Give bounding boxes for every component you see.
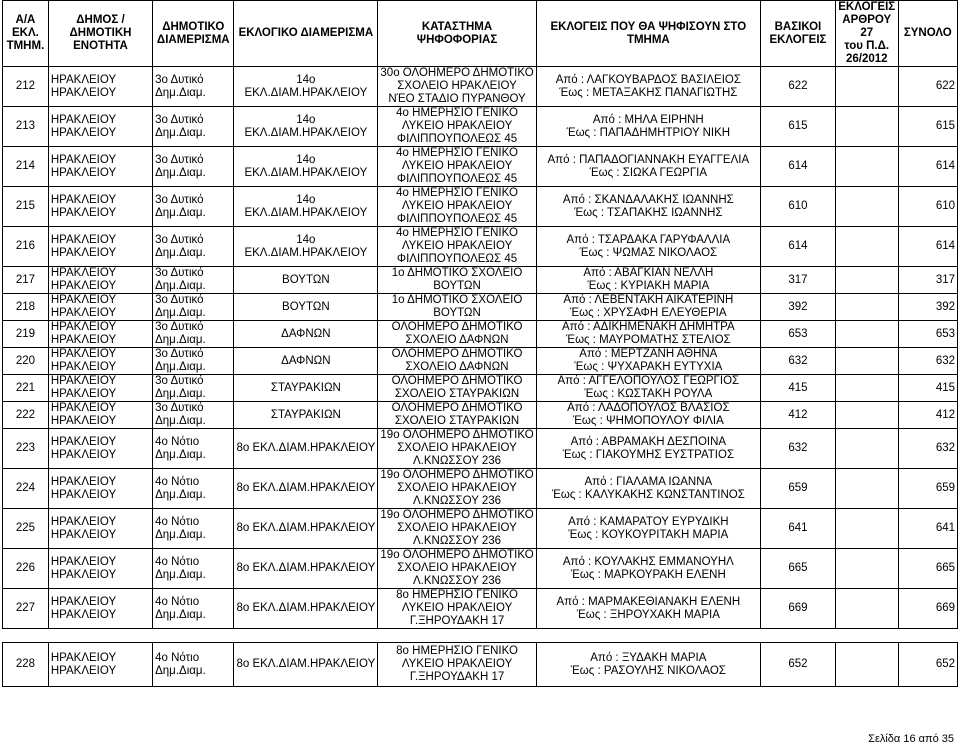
- header-eklogeis: ΕΚΛΟΓΕΙΣ ΠΟΥ ΘΑ ΨΗΦΙΣΟΥΝ ΣΤΟ ΤΜΗΜΑ: [536, 1, 760, 67]
- table-row: [3, 589, 958, 629]
- eklogeis-range-cell: Από : ΛΑΓΚΟΥΒΑΡΔΟΣ ΒΑΣΙΛΕΙΟΣ Έως : ΜΕΤΑΞΑΚΗΣ ΠΑΝΑΓΙΩΤΗΣ: [536, 67, 760, 107]
- arthrou27-cell: [835, 402, 898, 429]
- row-number: 214: [3, 147, 49, 187]
- vasikoi-cell: 614: [760, 227, 835, 267]
- eklogiko-diamerisma-cell: 8ο ΕΚΛ.ΔΙΑΜ.ΗΡΑΚΛΕΙΟΥ: [234, 509, 378, 549]
- vasikoi-cell: 610: [760, 187, 835, 227]
- arthrou27-cell: [835, 294, 898, 321]
- arthrou27-cell: [835, 227, 898, 267]
- arthrou27-cell: [835, 67, 898, 107]
- eklogeis-range-cell: Από : ΓΙΑΛΑΜΑ ΙΩΑΝΝΑ Έως : ΚΑΛΥΚΑΚΗΣ ΚΩΝΣΤΑΝΤΙΝΟΣ: [536, 469, 760, 509]
- dimotiko-diamerisma-cell: 4ο Νότιο Δημ.Διαμ.: [153, 643, 234, 687]
- katastima-cell: 8ο ΗΜΕΡΗΣΙΟ ΓΕΝΙΚΟ ΛΥΚΕΙΟ ΗΡΑΚΛΕΙΟΥ Γ.ΞΗΡΟΥΔΑΚΗ 17: [378, 589, 536, 629]
- vasikoi-cell: 317: [760, 267, 835, 294]
- katastima-cell: 1ο ΔΗΜΟΤΙΚΟ ΣΧΟΛΕΙΟ ΒΟΥΤΩΝ: [378, 267, 536, 294]
- synolo-cell: 653: [898, 321, 957, 348]
- eklogeis-range-cell: Από : ΚΑΜΑΡΑΤΟΥ ΕΥΡΥΔΙΚΗ Έως : ΚΟΥΚΟΥΡΙΤΑΚΗ ΜΑΡΙΑ: [536, 509, 760, 549]
- row-number: 215: [3, 187, 49, 227]
- katastima-cell: 19ο ΟΛΟΗΜΕΡΟ ΔΗΜΟΤΙΚΟ ΣΧΟΛΕΙΟ ΗΡΑΚΛΕΙΟΥ Λ.ΚΝΩΣΣΟΥ 236: [378, 469, 536, 509]
- dimotiko-diamerisma-cell: 3ο Δυτικό Δημ.Διαμ.: [153, 402, 234, 429]
- table-row: [3, 321, 958, 348]
- katastima-cell: 19ο ΟΛΟΗΜΕΡΟ ΔΗΜΟΤΙΚΟ ΣΧΟΛΕΙΟ ΗΡΑΚΛΕΙΟΥ Λ.ΚΝΩΣΣΟΥ 236: [378, 429, 536, 469]
- eklogiko-diamerisma-cell: 14ο ΕΚΛ.ΔΙΑΜ.ΗΡΑΚΛΕΙΟΥ: [234, 227, 378, 267]
- dimos-cell: ΗΡΑΚΛΕΙΟΥ ΗΡΑΚΛΕΙΟΥ: [48, 187, 152, 227]
- eklogiko-diamerisma-cell: 14ο ΕΚΛ.ΔΙΑΜ.ΗΡΑΚΛΕΙΟΥ: [234, 107, 378, 147]
- eklogeis-range-cell: Από : ΑΔΙΚΗΜΕΝΑΚΗ ΔΗΜΗΤΡΑ Έως : ΜΑΥΡΟΜΑΤΗΣ ΣΤΕΛΙΟΣ: [536, 321, 760, 348]
- table-row: [3, 227, 958, 267]
- dimos-cell: ΗΡΑΚΛΕΙΟΥ ΗΡΑΚΛΕΙΟΥ: [48, 321, 152, 348]
- eklogeis-range-cell: Από : ΜΕΡΤΖΑΝΗ ΑΘΗΝΑ Έως : ΨΥΧΑΡΑΚΗ ΕΥΤΥΧΙΑ: [536, 348, 760, 375]
- katastima-cell: 8ο ΗΜΕΡΗΣΙΟ ΓΕΝΙΚΟ ΛΥΚΕΙΟ ΗΡΑΚΛΕΙΟΥ Γ.ΞΗΡΟΥΔΑΚΗ 17: [378, 643, 536, 687]
- dimos-cell: ΗΡΑΚΛΕΙΟΥ ΗΡΑΚΛΕΙΟΥ: [48, 549, 152, 589]
- vasikoi-cell: 669: [760, 589, 835, 629]
- arthrou27-cell: [835, 429, 898, 469]
- eklogiko-diamerisma-cell: ΣΤΑΥΡΑΚΙΩΝ: [234, 375, 378, 402]
- eklogeis-range-cell: Από : ΛΑΔΟΠΟΥΛΟΣ ΒΛΑΣΙΟΣ Έως : ΨΗΜΟΠΟΥΛΟΥ ΦΙΛΙΑ: [536, 402, 760, 429]
- dimos-cell: ΗΡΑΚΛΕΙΟΥ ΗΡΑΚΛΕΙΟΥ: [48, 589, 152, 629]
- arthrou27-cell: [835, 509, 898, 549]
- header-dimotiko-diamerisma: ΔΗΜΟΤΙΚΟ ΔΙΑΜΕΡΙΣΜΑ: [153, 1, 234, 67]
- arthrou27-cell: [835, 147, 898, 187]
- table-row: [3, 294, 958, 321]
- dimotiko-diamerisma-cell: 3ο Δυτικό Δημ.Διαμ.: [153, 294, 234, 321]
- synolo-cell: 614: [898, 227, 957, 267]
- eklogeis-range-cell: Από : ΤΣΑΡΔΑΚΑ ΓΑΡΥΦΑΛΛΙΑ Έως : ΨΩΜΑΣ ΝΙΚΟΛΑΟΣ: [536, 227, 760, 267]
- arthrou27-cell: [835, 267, 898, 294]
- eklogeis-range-cell: Από : ΜΑΡΜΑΚΕΘΙΑΝΑΚΗ ΕΛΕΝΗ Έως : ΞΗΡΟΥΧΑΚΗ ΜΑΡΙΑ: [536, 589, 760, 629]
- eklogeis-range-cell: Από : ΜΗΛΑ ΕΙΡΗΝΗ Έως : ΠΑΠΑΔΗΜΗΤΡΙΟΥ ΝΙΚΗ: [536, 107, 760, 147]
- dimos-cell: ΗΡΑΚΛΕΙΟΥ ΗΡΑΚΛΕΙΟΥ: [48, 267, 152, 294]
- dimos-cell: ΗΡΑΚΛΕΙΟΥ ΗΡΑΚΛΕΙΟΥ: [48, 402, 152, 429]
- synolo-cell: 317: [898, 267, 957, 294]
- katastima-cell: 4ο ΗΜΕΡΗΣΙΟ ΓΕΝΙΚΟ ΛΥΚΕΙΟ ΗΡΑΚΛΕΙΟΥ ΦΙΛΙΠΠΟΥΠΟΛΕΩΣ 45: [378, 107, 536, 147]
- vasikoi-cell: 614: [760, 147, 835, 187]
- arthrou27-cell: [835, 321, 898, 348]
- table-row: [3, 402, 958, 429]
- synolo-cell: 622: [898, 67, 957, 107]
- dimotiko-diamerisma-cell: 4ο Νότιο Δημ.Διαμ.: [153, 549, 234, 589]
- vasikoi-cell: 615: [760, 107, 835, 147]
- eklogeis-range-cell: Από : ΚΟΥΛΑΚΗΣ ΕΜΜΑΝΟΥΗΛ Έως : ΜΑΡΚΟΥΡΑΚΗ ΕΛΕΝΗ: [536, 549, 760, 589]
- vasikoi-cell: 652: [760, 643, 835, 687]
- katastima-cell: 4ο ΗΜΕΡΗΣΙΟ ΓΕΝΙΚΟ ΛΥΚΕΙΟ ΗΡΑΚΛΕΙΟΥ ΦΙΛΙΠΠΟΥΠΟΛΕΩΣ 45: [378, 147, 536, 187]
- synolo-cell: 412: [898, 402, 957, 429]
- synolo-cell: 669: [898, 589, 957, 629]
- synolo-cell: 615: [898, 107, 957, 147]
- eklogiko-diamerisma-cell: 14ο ΕΚΛ.ΔΙΑΜ.ΗΡΑΚΛΕΙΟΥ: [234, 67, 378, 107]
- dimotiko-diamerisma-cell: 3ο Δυτικό Δημ.Διαμ.: [153, 348, 234, 375]
- vasikoi-cell: 665: [760, 549, 835, 589]
- arthrou27-cell: [835, 187, 898, 227]
- header-arthrou27: ΕΚΛΟΓΕΙΣ ΑΡΘΡΟΥ 27 του Π.Δ. 26/2012: [835, 1, 898, 67]
- table-row: [3, 147, 958, 187]
- eklogeis-range-cell: Από : ΞΥΔΑΚΗ ΜΑΡΙΑ Έως : ΡΑΣΟΥΛΗΣ ΝΙΚΟΛΑΟΣ: [536, 643, 760, 687]
- eklogiko-diamerisma-cell: 8ο ΕΚΛ.ΔΙΑΜ.ΗΡΑΚΛΕΙΟΥ: [234, 429, 378, 469]
- dimos-cell: ΗΡΑΚΛΕΙΟΥ ΗΡΑΚΛΕΙΟΥ: [48, 643, 152, 687]
- synolo-cell: 652: [898, 643, 957, 687]
- vasikoi-cell: 392: [760, 294, 835, 321]
- katastima-cell: ΟΛΟΗΜΕΡΟ ΔΗΜΟΤΙΚΟ ΣΧΟΛΕΙΟ ΔΑΦΝΩΝ: [378, 348, 536, 375]
- page-footer: Σελίδα 16 από 35: [868, 733, 954, 745]
- dimos-cell: ΗΡΑΚΛΕΙΟΥ ΗΡΑΚΛΕΙΟΥ: [48, 107, 152, 147]
- eklogiko-diamerisma-cell: ΒΟΥΤΩΝ: [234, 294, 378, 321]
- eklogeis-range-cell: Από : ΑΒΡΑΜΑΚΗ ΔΕΣΠΟΙΝΑ Έως : ΓΙΑΚΟΥΜΗΣ ΕΥΣΤΡΑΤΙΟΣ: [536, 429, 760, 469]
- eklogiko-diamerisma-cell: 8ο ΕΚΛ.ΔΙΑΜ.ΗΡΑΚΛΕΙΟΥ: [234, 469, 378, 509]
- katastima-cell: ΟΛΟΗΜΕΡΟ ΔΗΜΟΤΙΚΟ ΣΧΟΛΕΙΟ ΣΤΑΥΡΑΚΙΩΝ: [378, 375, 536, 402]
- synolo-cell: 665: [898, 549, 957, 589]
- eklogeis-range-cell: Από : ΑΒΑΓΚΙΑΝ ΝΕΛΛΗ Έως : ΚΥΡΙΑΚΗ ΜΑΡΙΑ: [536, 267, 760, 294]
- dimotiko-diamerisma-cell: 3ο Δυτικό Δημ.Διαμ.: [153, 147, 234, 187]
- table-row: [3, 509, 958, 549]
- synolo-cell: 659: [898, 469, 957, 509]
- row-number: 226: [3, 549, 49, 589]
- eklogiko-diamerisma-cell: 8ο ΕΚΛ.ΔΙΑΜ.ΗΡΑΚΛΕΙΟΥ: [234, 549, 378, 589]
- katastima-cell: 19ο ΟΛΟΗΜΕΡΟ ΔΗΜΟΤΙΚΟ ΣΧΟΛΕΙΟ ΗΡΑΚΛΕΙΟΥ Λ.ΚΝΩΣΣΟΥ 236: [378, 509, 536, 549]
- eklogiko-diamerisma-cell: 14ο ΕΚΛ.ΔΙΑΜ.ΗΡΑΚΛΕΙΟΥ: [234, 147, 378, 187]
- dimos-cell: ΗΡΑΚΛΕΙΟΥ ΗΡΑΚΛΕΙΟΥ: [48, 294, 152, 321]
- eklogiko-diamerisma-cell: ΣΤΑΥΡΑΚΙΩΝ: [234, 402, 378, 429]
- table-row: [3, 429, 958, 469]
- table-row: [3, 375, 958, 402]
- dimos-cell: ΗΡΑΚΛΕΙΟΥ ΗΡΑΚΛΕΙΟΥ: [48, 429, 152, 469]
- row-number: 217: [3, 267, 49, 294]
- header-aa: Α/Α ΕΚΛ. ΤΜΗΜ.: [3, 1, 49, 67]
- dimos-cell: ΗΡΑΚΛΕΙΟΥ ΗΡΑΚΛΕΙΟΥ: [48, 509, 152, 549]
- arthrou27-cell: [835, 643, 898, 687]
- synolo-cell: 641: [898, 509, 957, 549]
- dimotiko-diamerisma-cell: 4ο Νότιο Δημ.Διαμ.: [153, 589, 234, 629]
- row-number: 212: [3, 67, 49, 107]
- row-number: 227: [3, 589, 49, 629]
- arthrou27-cell: [835, 107, 898, 147]
- header-synolo: ΣΥΝΟΛΟ: [898, 1, 957, 67]
- dimos-cell: ΗΡΑΚΛΕΙΟΥ ΗΡΑΚΛΕΙΟΥ: [48, 348, 152, 375]
- vasikoi-cell: 659: [760, 469, 835, 509]
- row-number: 223: [3, 429, 49, 469]
- dimos-cell: ΗΡΑΚΛΕΙΟΥ ΗΡΑΚΛΕΙΟΥ: [48, 147, 152, 187]
- katastima-cell: 4ο ΗΜΕΡΗΣΙΟ ΓΕΝΙΚΟ ΛΥΚΕΙΟ ΗΡΑΚΛΕΙΟΥ ΦΙΛΙΠΠΟΥΠΟΛΕΩΣ 45: [378, 187, 536, 227]
- arthrou27-cell: [835, 375, 898, 402]
- dimos-cell: ΗΡΑΚΛΕΙΟΥ ΗΡΑΚΛΕΙΟΥ: [48, 67, 152, 107]
- row-number: 228: [3, 643, 49, 687]
- row-number: 224: [3, 469, 49, 509]
- eklogiko-diamerisma-cell: ΔΑΦΝΩΝ: [234, 321, 378, 348]
- katastima-cell: ΟΛΟΗΜΕΡΟ ΔΗΜΟΤΙΚΟ ΣΧΟΛΕΙΟ ΔΑΦΝΩΝ: [378, 321, 536, 348]
- dimotiko-diamerisma-cell: 4ο Νότιο Δημ.Διαμ.: [153, 429, 234, 469]
- row-number: 219: [3, 321, 49, 348]
- arthrou27-cell: [835, 549, 898, 589]
- row-number: 213: [3, 107, 49, 147]
- polling-table: [2, 0, 958, 687]
- row-number: 222: [3, 402, 49, 429]
- vasikoi-cell: 641: [760, 509, 835, 549]
- row-number: 220: [3, 348, 49, 375]
- katastima-cell: ΟΛΟΗΜΕΡΟ ΔΗΜΟΤΙΚΟ ΣΧΟΛΕΙΟ ΣΤΑΥΡΑΚΙΩΝ: [378, 402, 536, 429]
- katastima-cell: 30ο ΟΛΟΗΜΕΡΟ ΔΗΜΟΤΙΚΟ ΣΧΟΛΕΙΟ ΗΡΑΚΛΕΙΟΥ ΝΈΟ ΣΤΑΔΙΟ ΠΥΡΑΝΘΟΥ: [378, 67, 536, 107]
- spacer-row: [3, 629, 958, 643]
- synolo-cell: 632: [898, 429, 957, 469]
- row-number: 216: [3, 227, 49, 267]
- katastima-cell: 4ο ΗΜΕΡΗΣΙΟ ΓΕΝΙΚΟ ΛΥΚΕΙΟ ΗΡΑΚΛΕΙΟΥ ΦΙΛΙΠΠΟΥΠΟΛΕΩΣ 45: [378, 227, 536, 267]
- dimotiko-diamerisma-cell: 3ο Δυτικό Δημ.Διαμ.: [153, 321, 234, 348]
- header-row: [3, 1, 958, 67]
- table-row: [3, 187, 958, 227]
- dimos-cell: ΗΡΑΚΛΕΙΟΥ ΗΡΑΚΛΕΙΟΥ: [48, 227, 152, 267]
- row-number: 221: [3, 375, 49, 402]
- eklogiko-diamerisma-cell: ΒΟΥΤΩΝ: [234, 267, 378, 294]
- dimos-cell: ΗΡΑΚΛΕΙΟΥ ΗΡΑΚΛΕΙΟΥ: [48, 469, 152, 509]
- dimotiko-diamerisma-cell: 3ο Δυτικό Δημ.Διαμ.: [153, 107, 234, 147]
- spacer-cell: [3, 629, 958, 643]
- table-row: [3, 348, 958, 375]
- table-row: [3, 469, 958, 509]
- vasikoi-cell: 632: [760, 429, 835, 469]
- row-number: 225: [3, 509, 49, 549]
- eklogiko-diamerisma-cell: ΔΑΦΝΩΝ: [234, 348, 378, 375]
- vasikoi-cell: 622: [760, 67, 835, 107]
- header-dimos: ΔΗΜΟΣ / ΔΗΜΟΤΙΚΗ ΕΝΟΤΗΤΑ: [48, 1, 152, 67]
- eklogeis-range-cell: Από : ΣΚΑΝΔΑΛΑΚΗΣ ΙΩΑΝΝΗΣ Έως : ΤΣΑΠΑΚΗΣ ΙΩΑΝΝΗΣ: [536, 187, 760, 227]
- table-row: [3, 267, 958, 294]
- vasikoi-cell: 415: [760, 375, 835, 402]
- dimotiko-diamerisma-cell: 3ο Δυτικό Δημ.Διαμ.: [153, 227, 234, 267]
- synolo-cell: 392: [898, 294, 957, 321]
- vasikoi-cell: 653: [760, 321, 835, 348]
- header-eklogiko-diamerisma: ΕΚΛΟΓΙΚΟ ΔΙΑΜΕΡΙΣΜΑ: [234, 1, 378, 67]
- dimotiko-diamerisma-cell: 3ο Δυτικό Δημ.Διαμ.: [153, 187, 234, 227]
- synolo-cell: 632: [898, 348, 957, 375]
- dimotiko-diamerisma-cell: 3ο Δυτικό Δημ.Διαμ.: [153, 267, 234, 294]
- dimos-cell: ΗΡΑΚΛΕΙΟΥ ΗΡΑΚΛΕΙΟΥ: [48, 375, 152, 402]
- synolo-cell: 415: [898, 375, 957, 402]
- dimotiko-diamerisma-cell: 4ο Νότιο Δημ.Διαμ.: [153, 509, 234, 549]
- dimotiko-diamerisma-cell: 4ο Νότιο Δημ.Διαμ.: [153, 469, 234, 509]
- arthrou27-cell: [835, 469, 898, 509]
- dimotiko-diamerisma-cell: 3ο Δυτικό Δημ.Διαμ.: [153, 375, 234, 402]
- eklogeis-range-cell: Από : ΠΑΠΑΔΟΓΙΑΝΝΑΚΗ ΕΥΑΓΓΕΛΙΑ Έως : ΣΙΩΚΑ ΓΕΩΡΓΙΑ: [536, 147, 760, 187]
- table-row: [3, 549, 958, 589]
- vasikoi-cell: 632: [760, 348, 835, 375]
- header-katastima: ΚΑΤΑΣΤΗΜΑ ΨΗΦΟΦΟΡΙΑΣ: [378, 1, 536, 67]
- katastima-cell: 1ο ΔΗΜΟΤΙΚΟ ΣΧΟΛΕΙΟ ΒΟΥΤΩΝ: [378, 294, 536, 321]
- table-row: [3, 107, 958, 147]
- row-number: 218: [3, 294, 49, 321]
- eklogiko-diamerisma-cell: 8ο ΕΚΛ.ΔΙΑΜ.ΗΡΑΚΛΕΙΟΥ: [234, 589, 378, 629]
- table-row: [3, 67, 958, 107]
- arthrou27-cell: [835, 348, 898, 375]
- eklogeis-range-cell: Από : ΑΓΓΕΛΟΠΟΥΛΟΣ ΓΕΩΡΓΙΟΣ Έως : ΚΩΣΤΑΚΗ ΡΟΥΛΑ: [536, 375, 760, 402]
- eklogeis-range-cell: Από : ΛΕΒΕΝΤΑΚΗ ΑΙΚΑΤΕΡΙΝΗ Έως : ΧΡΥΣΑΦΗ ΕΛΕΥΘΕΡΙΑ: [536, 294, 760, 321]
- header-vasikoi: ΒΑΣΙΚΟΙ ΕΚΛΟΓΕΙΣ: [760, 1, 835, 67]
- katastima-cell: 19ο ΟΛΟΗΜΕΡΟ ΔΗΜΟΤΙΚΟ ΣΧΟΛΕΙΟ ΗΡΑΚΛΕΙΟΥ Λ.ΚΝΩΣΣΟΥ 236: [378, 549, 536, 589]
- dimotiko-diamerisma-cell: 3ο Δυτικό Δημ.Διαμ.: [153, 67, 234, 107]
- synolo-cell: 610: [898, 187, 957, 227]
- synolo-cell: 614: [898, 147, 957, 187]
- eklogiko-diamerisma-cell: 8ο ΕΚΛ.ΔΙΑΜ.ΗΡΑΚΛΕΙΟΥ: [234, 643, 378, 687]
- eklogiko-diamerisma-cell: 14ο ΕΚΛ.ΔΙΑΜ.ΗΡΑΚΛΕΙΟΥ: [234, 187, 378, 227]
- arthrou27-cell: [835, 589, 898, 629]
- table-row: [3, 643, 958, 687]
- vasikoi-cell: 412: [760, 402, 835, 429]
